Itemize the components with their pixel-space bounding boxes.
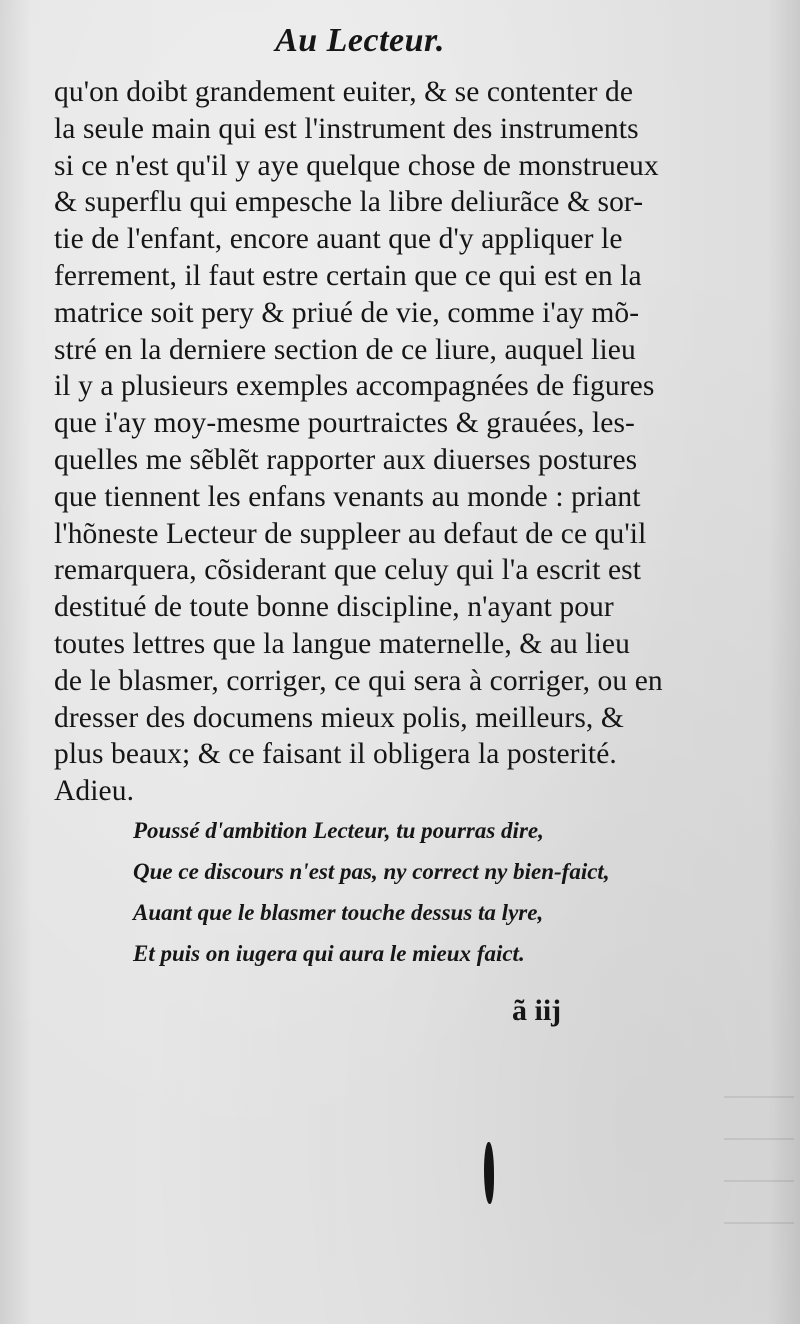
signature-mark: ã iij bbox=[512, 994, 562, 1027]
prose-line: destitué de toute bonne discipline, n'ayant pour bbox=[54, 591, 614, 624]
prose-line: la seule main qui est l'instrument des instruments bbox=[54, 112, 639, 145]
prose-line: si ce n'est qu'il y aye quelque chose de monstrueux bbox=[54, 149, 659, 182]
prose-line: de le blasmer, corriger, ce qui sera à corriger, ou en bbox=[54, 664, 663, 697]
prose-line: Adieu. bbox=[54, 775, 135, 808]
verse-line: Que ce discours n'est pas, ny correct ny bien-faict, bbox=[133, 859, 610, 884]
prose-line: dresser des documens mieux polis, meilleurs, & bbox=[54, 701, 624, 734]
show-through-line bbox=[724, 1222, 794, 1224]
prose-line: stré en la derniere section de ce liure, auquel lieu bbox=[54, 333, 636, 366]
prose-line: tie de l'enfant, encore auant que d'y appliquer le bbox=[54, 223, 623, 256]
prose-line: & superflu qui empesche la libre deliurãce & sor- bbox=[54, 186, 644, 219]
prose-line: quelles me sẽblẽt rapporter aux diuerses postures bbox=[54, 443, 638, 476]
prose-line: matrice soit pery & priué de vie, comme i'ay mõ- bbox=[54, 296, 640, 329]
verse-line: Auant que le blasmer touche dessus ta lyre, bbox=[133, 900, 544, 925]
verse-block bbox=[133, 810, 693, 974]
verse-line: Et puis on iugera qui aura le mieux faict. bbox=[133, 941, 525, 966]
prose-line: que i'ay moy-mesme pourtraictes & grauées, les- bbox=[54, 407, 635, 440]
show-through-line bbox=[724, 1138, 794, 1140]
prose-line: ferrement, il faut estre certain que ce qui est en la bbox=[54, 259, 642, 292]
show-through-line bbox=[724, 1180, 794, 1182]
ink-blot bbox=[484, 1142, 494, 1204]
prose-line: toutes lettres que la langue maternelle, & au lieu bbox=[54, 627, 630, 660]
prose-text-block bbox=[54, 74, 714, 810]
prose-line: il y a plusieurs exemples accompagnées de figures bbox=[54, 370, 655, 403]
prose-line: remarquera, cõsiderant que celuy qui l'a escrit est bbox=[54, 554, 642, 587]
prose-line: plus beaux; & ce faisant il obligera la posterité. bbox=[54, 738, 617, 771]
running-head: Au Lecteur. bbox=[275, 22, 445, 59]
verse-line: Poussé d'ambition Lecteur, tu pourras dire, bbox=[133, 818, 544, 843]
prose-line: qu'on doibt grandement euiter, & se contenter de bbox=[54, 76, 634, 108]
prose-line: que tiennent les enfans venants au monde : priant bbox=[54, 480, 641, 513]
show-through-line bbox=[724, 1096, 794, 1098]
prose-line: l'hõneste Lecteur de suppleer au defaut de ce qu'il bbox=[54, 517, 647, 550]
